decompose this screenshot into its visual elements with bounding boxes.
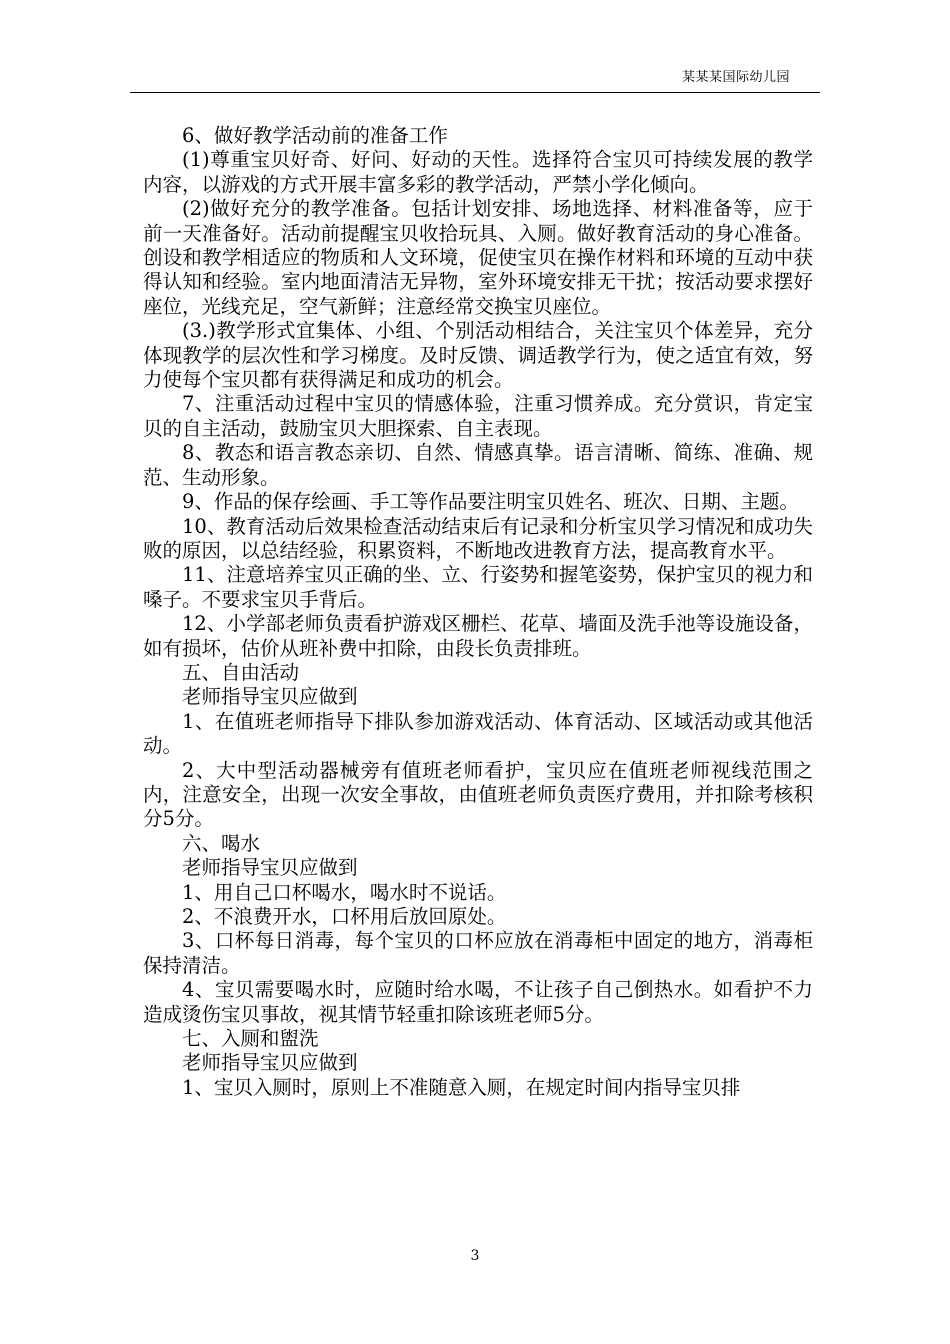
paragraph: 2、不浪费开水，口杯用后放回原处。: [182, 905, 507, 928]
paragraph: 8、教态和语言教态亲切、自然、情感真挚。语言清晰、简练、准确、规范、生动形象。: [143, 441, 813, 489]
paragraph: 4、宝贝需要喝水时，应随时给水喝，不让孩子自己倒热水。如看护不力造成烫伤宝贝事故，视其情节轻重扣除该班老师5分。: [143, 978, 813, 1026]
section-heading: 五、自由活动: [182, 660, 300, 684]
paragraph: 老师指导宝贝应做到: [182, 856, 358, 880]
paragraph: 11、注意培养宝贝正确的坐、立、行姿势和握笔姿势，保护宝贝的视力和嗓子。不要求宝贝手背后。: [143, 563, 813, 611]
paragraph: 10、教育活动后效果检查活动结束后有记录和分析宝贝学习情况和成功失败的原因，以总结经验，积累资料，不断地改进教育方法，提高教育水平。: [143, 514, 813, 562]
paragraph: 老师指导宝贝应做到: [182, 1051, 358, 1075]
paragraph: (1)尊重宝贝好奇、好问、好动的天性。选择符合宝贝可持续发展的教学内容，以游戏的方式开展丰富多彩的教学活动，严禁小学化倾向。: [143, 148, 813, 196]
document-body: [143, 124, 813, 1100]
section-heading: 六、喝水: [182, 831, 261, 855]
page-header: 某某某国际幼儿园: [681, 70, 790, 85]
section-heading: 七、入厕和盥洗: [182, 1027, 319, 1051]
paragraph: 3、口杯每日消毒，每个宝贝的口杯应放在消毒柜中固定的地方，消毒柜保持清洁。: [143, 929, 813, 977]
paragraph: 7、注重活动过程中宝贝的情感体验，注重习惯养成。充分赏识，肯定宝贝的自主活动，鼓励宝贝大胆探索、自主表现。: [143, 392, 813, 440]
paragraph: (3.)教学形式宜集体、小组、个别活动相结合，关注宝贝个体差异，充分体现教学的层次性和学习梯度。及时反馈、调适教学行为，使之适宜有效，努力使每个宝贝都有获得满足和成功的机会。: [143, 319, 813, 392]
header-rule: [130, 92, 820, 93]
paragraph: 2、大中型活动器械旁有值班老师看护，宝贝应在值班老师视线范围之内，注意安全，出现一次安全事故，由值班老师负责医疗费用，并扣除考核积分5分。: [143, 758, 813, 831]
paragraph: 1、在值班老师指导下排队参加游戏活动、体育活动、区域活动或其他活动。: [143, 709, 813, 758]
paragraph: 9、作品的保存绘画、手工等作品要注明宝贝姓名、班次、日期、主题。: [182, 490, 799, 514]
page-number: 3: [470, 1248, 480, 1264]
paragraph: 1、宝贝入厕时，原则上不准随意入厕，在规定时间内指导宝贝排: [182, 1075, 741, 1099]
paragraph: 老师指导宝贝应做到: [182, 685, 358, 709]
paragraph: (2)做好充分的教学准备。包括计划安排、场地选择、材料准备等，应于前一天准备好。活动前提醒宝贝收拾玩具、入厕。做好教育活动的身心准备。创设和教学相适应的物质和人文环境，促使宝贝在操作材料和环境的互动中获得认知和经验。室内地面清洁无异物，室外环境安排无干扰；按活动要求摆好座位，光线充足，空气新鲜；注意经常交换宝贝座位。: [143, 197, 813, 318]
paragraph: 12、小学部老师负责看护游戏区栅栏、花草、墙面及洗手池等设施设备，如有损坏，估价从班补费中扣除，由段长负责排班。: [143, 612, 813, 660]
paragraph: 1、用自己口杯喝水，喝水时不说话。: [182, 880, 507, 904]
paragraph: 6、做好教学活动前的准备工作: [182, 124, 448, 147]
